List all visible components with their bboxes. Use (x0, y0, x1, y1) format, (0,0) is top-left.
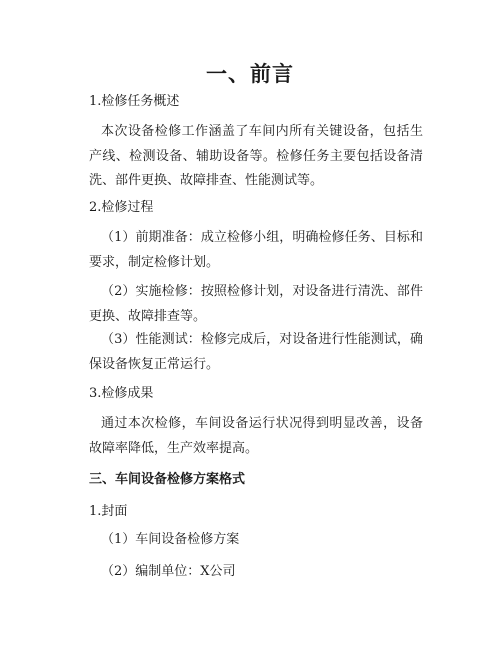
paragraph-process-preparation: （1）前期准备：成立检修小组，明确检修任务、目标和要求，制定检修计划。 (89, 230, 423, 270)
section-heading-task-overview: 1.检修任务概述 (89, 94, 180, 109)
section-heading-results: 3.检修成果 (89, 386, 154, 401)
document-title: 一、前言 (206, 61, 294, 86)
list-item-compiling-unit: （2）编制单位：X公司 (101, 564, 236, 579)
paragraph-task-overview: 本次设备检修工作涵盖了车间内所有关键设备，包括生产线、检测设备、辅助设备等。检修任务主要包括设备清洗、部件更换、故障排查、性能测试等。 (89, 124, 423, 188)
paragraph-process-testing: （3）性能测试：检修完成后，对设备进行性能测试，确保设备恢复正常运行。 (89, 332, 423, 372)
section-heading-process: 2.检修过程 (89, 200, 154, 215)
sub-heading-cover: 1.封面 (89, 504, 128, 519)
section-heading-plan-format: 三、车间设备检修方案格式 (89, 472, 246, 487)
list-item-plan-name: （1）车间设备检修方案 (101, 532, 240, 547)
paragraph-process-implementation: （2）实施检修：按照检修计划，对设备进行清洗、部件更换、故障排查等。 (89, 284, 423, 324)
paragraph-results: 通过本次检修，车间设备运行状况得到明显改善，设备故障率降低，生产效率提高。 (89, 416, 423, 456)
